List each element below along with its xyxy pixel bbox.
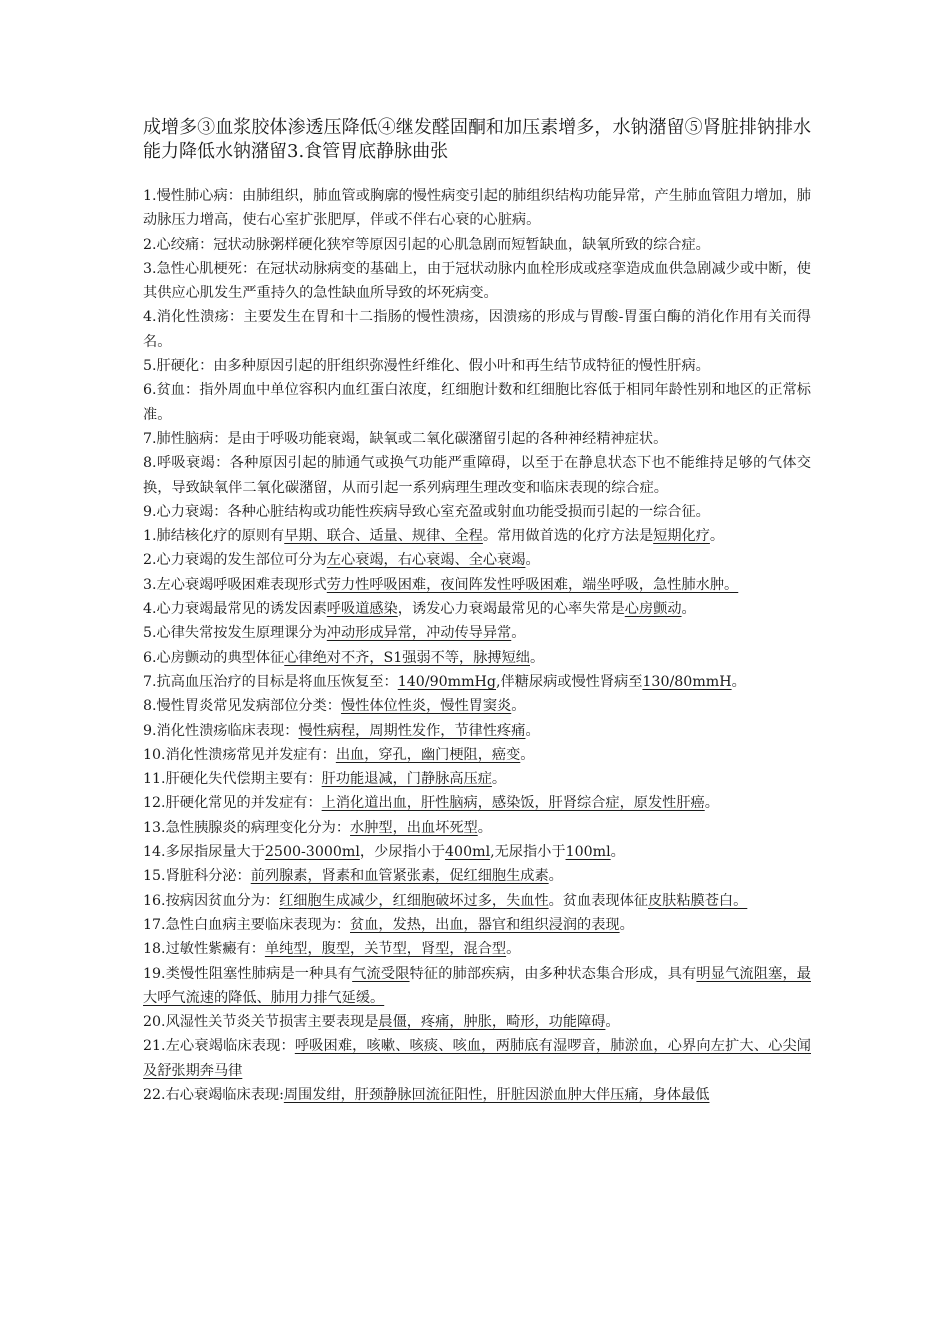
question-text: 。 xyxy=(731,673,746,690)
question-text: 。 xyxy=(529,649,545,666)
question-text: 。 xyxy=(548,868,563,885)
question-text: 。 xyxy=(610,844,625,861)
question-text: 6.心房颤动的典型体征 xyxy=(143,649,285,666)
question-text: 。 xyxy=(605,1014,620,1031)
fill-in-item xyxy=(143,840,811,864)
question-text: 19.类慢性阻塞性肺病是一种具有 xyxy=(143,965,353,982)
answer-text: 劳力性呼吸困难，夜间阵发性呼吸困难，端坐呼吸，急性肺水肿。 xyxy=(326,576,739,593)
question-text: 。 xyxy=(511,698,526,715)
question-text: 16.按病因贫血分为： xyxy=(143,892,280,909)
answer-text: 上消化道出血，肝性脑病，感染饭，肝肾综合症，原发性肝癌 xyxy=(321,795,705,812)
question-text: 14.多尿指尿量大于 xyxy=(143,844,265,861)
answer-text: 慢性病程，周期性发作，节律性疼痛 xyxy=(298,722,526,739)
definitions-list xyxy=(143,184,811,524)
question-text: 。 xyxy=(491,771,507,788)
answer-text: 单纯型，腹型，关节型，肾型，混合型 xyxy=(264,941,507,958)
question-text: 特征的肺部疾病，由多种状态集合形成，具有 xyxy=(409,965,697,982)
answer-text: 早期、联合、适量、规律、全程 xyxy=(284,528,483,545)
question-text: 3.左心衰竭呼吸困难表现形式 xyxy=(143,576,327,593)
answer-text: 呼吸困难，咳嗽、咳痰、咳血，两肺底有湿啰音，肺淤血，心界向左扩大、心尖闻及舒张期奔马律 xyxy=(143,1038,811,1079)
fill-in-item xyxy=(143,913,811,937)
fill-in-item xyxy=(143,694,811,718)
question-text: 18.过敏性紫癜有： xyxy=(143,941,265,958)
question-text: 21.左心衰竭临床表现： xyxy=(143,1038,295,1055)
question-text: 11.肝硬化失代偿期主要有： xyxy=(143,771,322,788)
question-text: 。 xyxy=(520,746,535,763)
answer-text: 水肿型，出血坏死型 xyxy=(350,819,478,836)
question-text: 。贫血表现体征 xyxy=(548,892,648,909)
question-text: 15.肾脏科分泌： xyxy=(143,868,251,885)
answer-text: 130/80mmH xyxy=(642,673,732,690)
fill-in-item xyxy=(143,889,811,913)
question-text: 。 xyxy=(525,722,540,739)
answer-text: 短期化疗 xyxy=(653,528,710,545)
question-text: 12.肝硬化常见的并发症有： xyxy=(143,795,322,812)
fill-in-item xyxy=(143,962,811,1011)
question-text: ,伴糖尿病或慢性肾病至 xyxy=(496,673,643,690)
question-text: 4.心力衰竭最常见的诱发因素 xyxy=(143,601,327,618)
answer-text: 周围发绀，肝颈静脉回流征阳性，肝脏因淤血肿大伴压痛，身体最低 xyxy=(283,1086,710,1103)
question-text: 7.抗高血压治疗的目标是将血压恢复至： xyxy=(143,673,398,690)
question-text: 22.右心衰竭临床表现: xyxy=(143,1086,284,1103)
question-text: 8.慢性胃炎常见发病部位分类： xyxy=(143,698,341,715)
definition-item: 3.急性心肌梗死：在冠状动脉病变的基础上，由于冠状动脉内血栓形成或痉挛造成血供急剧减少或中断，使其供应心肌发生严重持久的急性缺血所导致的坏死病变。 xyxy=(143,260,811,302)
question-text: ，诱发心力衰竭最常见的心率失常是 xyxy=(397,601,625,618)
answer-text: 红细胞生成减少，红细胞破坏过多，失血性 xyxy=(279,892,549,909)
question-text: 2.心力衰竭的发生部位可分为 xyxy=(143,552,327,569)
fill-in-item xyxy=(143,743,811,767)
definition-item: 7.肺性脑病：是由于呼吸功能衰竭，缺氧或二氧化碳潴留引起的各种神经精神症状。 xyxy=(143,430,668,447)
fill-in-item xyxy=(143,597,811,621)
question-text: 。 xyxy=(477,819,492,836)
answer-text: 明显气流阻塞，最大呼气流速的降低、肺用力排气延缓。 xyxy=(143,965,811,1006)
fill-in-item xyxy=(143,646,811,670)
fill-in-item xyxy=(143,767,811,791)
definition-item: 6.贫血：指外周血中单位容积内血红蛋白浓度，红细胞计数和红细胞比容低于相同年龄性别和地区的正常标准。 xyxy=(143,382,811,423)
question-text: 。常用做首选的化疗方法是 xyxy=(482,528,654,545)
question-text: 。 xyxy=(511,625,526,642)
definition-item: 5.肝硬化：由多种原因引起的肝组织弥漫性纤维化、假小叶和再生结节成特征的慢性肝病。 xyxy=(143,358,710,375)
answer-text: 2500-3000ml xyxy=(264,844,360,861)
question-text: 。 xyxy=(506,941,521,958)
question-text: 17.急性白血病主要临床表现为： xyxy=(143,916,351,933)
question-text: 。 xyxy=(709,528,725,545)
answer-text: 140/90mmHg xyxy=(397,673,497,690)
question-text: 13.急性胰腺炎的病理变化分为： xyxy=(143,819,351,836)
question-text: 。 xyxy=(681,601,696,618)
definition-item: 1.慢性肺心病：由肺组织，肺血管或胸廓的慢性病变引起的肺组织结构功能异常，产生肺血管阻力增加，肺动脉压力增高，使右心室扩张肥厚，伴或不伴右心衰的心脏病。 xyxy=(143,188,811,229)
answer-text: 气流受限 xyxy=(352,965,410,982)
question-text: ，少尿指小于 xyxy=(359,844,446,861)
fill-in-item xyxy=(143,1034,811,1083)
definition-item: 8.呼吸衰竭：各种原因引起的肺通气或换气功能严重障碍，以至于在静息状态下也不能维持足够的气体交换，导致缺氧伴二氧化碳潴留，从而引起一系列病理生理改变和临床表现的综合症。 xyxy=(143,455,811,496)
question-text: 。 xyxy=(619,916,634,933)
answer-text: 400ml xyxy=(445,844,491,861)
fill-in-item xyxy=(143,1083,811,1107)
document-page xyxy=(143,116,811,1107)
question-text: 1.肺结核化疗的原则有 xyxy=(143,528,285,545)
fill-in-item xyxy=(143,573,811,597)
fill-in-item xyxy=(143,670,811,694)
answer-text: 出血，穿孔，幽门梗阻，癌变 xyxy=(335,746,521,763)
question-text: 20.风湿性关节炎关节损害主要表现是 xyxy=(143,1014,379,1031)
answer-text: 呼吸道感染 xyxy=(326,601,398,618)
answer-text: 冲动形成异常，冲动传导异常 xyxy=(326,625,512,642)
definition-item: 9.心力衰竭：各种心脏结构或功能性疾病导致心室充盈或射血功能受损而引起的一综合征。 xyxy=(143,503,710,520)
fill-in-item xyxy=(143,1010,811,1034)
fill-in-item xyxy=(143,816,811,840)
answer-text: 皮肤粘膜苍白。 xyxy=(647,892,748,909)
fill-in-list xyxy=(143,524,811,1107)
answer-text: 前列腺素，肾素和血管紧张素，促红细胞生成素 xyxy=(250,868,549,885)
question-text: ,无尿指小于 xyxy=(490,844,566,861)
answer-text: 肝功能退减，门静脉高压症 xyxy=(321,771,492,788)
fill-in-item xyxy=(143,864,811,888)
answer-text: 晨僵，疼痛，肿胀，畸形，功能障碍 xyxy=(378,1014,606,1031)
answer-text: 心律绝对不齐，S1强弱不等，脉搏短绌 xyxy=(284,649,530,666)
question-text: 5.心律失常按发生原理课分为 xyxy=(143,625,327,642)
question-text: 10.消化性溃疡常见并发症有： xyxy=(143,746,336,763)
answer-text: 左心衰竭，右心衰竭、全心衰竭 xyxy=(326,552,526,569)
fill-in-item xyxy=(143,548,811,572)
definition-item: 2.心绞痛：冠状动脉粥样硬化狭窄等原因引起的心肌急剧而短暂缺血，缺氧所致的综合症。 xyxy=(143,236,710,253)
answer-text: 心房颤动 xyxy=(624,601,682,618)
fill-in-item xyxy=(143,524,811,548)
fill-in-item xyxy=(143,791,811,815)
intro-paragraph: 成增多③血浆胶体渗透压降低④继发醛固酮和加压素增多，水钠潴留⑤肾脏排钠排水能力降低水钠潴留3.食管胃底静脉曲张 xyxy=(143,117,811,162)
fill-in-item xyxy=(143,719,811,743)
answer-text: 贫血，发热，出血，器官和组织浸润的表现 xyxy=(350,916,620,933)
question-text: 9.消化性溃疡临床表现： xyxy=(143,722,299,739)
question-text: 。 xyxy=(704,795,719,812)
answer-text: 100ml xyxy=(565,844,611,861)
definition-item: 4.消化性溃疡：主要发生在胃和十二指肠的慢性溃疡，因溃疡的形成与胃酸-胃蛋白酶的消化作用有关而得名。 xyxy=(143,309,811,350)
answer-text: 慢性体位性炎，慢性胃窦炎 xyxy=(340,698,512,715)
question-text: 。 xyxy=(525,552,540,569)
fill-in-item xyxy=(143,621,811,645)
fill-in-item xyxy=(143,937,811,961)
